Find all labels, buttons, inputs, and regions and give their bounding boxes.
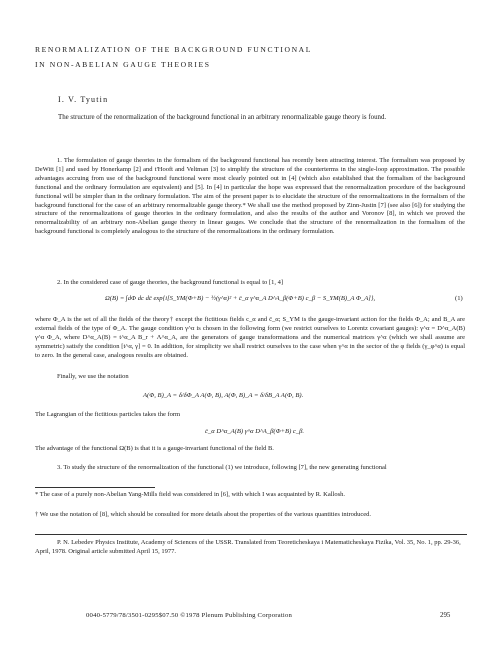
footnote-2: † We use the notation of [8], which should be consulted for more details about the properties of the various quantities introduced. [35, 511, 372, 518]
source-note-rule [35, 534, 467, 535]
paper-title-line-1: RENORMALIZATION OF THE BACKGROUND FUNCTIONAL [35, 45, 312, 54]
lagrangian-intro: The Lagrangian of the fictitious particles takes the form [35, 411, 181, 418]
equation-1-number: (1) [455, 295, 463, 302]
page-number: 295 [440, 612, 451, 619]
equation-1: Ω(B) = ∫dΦ dc dc̄ exp{i[S_YM(Φ+B) − ½(γ^α)² + c̄_α γ^α_A D^A_β(Φ+B) c_β − S_YM(B)_A Φ_A]}, [105, 295, 376, 302]
section-3-intro: 3. To study the structure of the renormalization of the functional (1) we introduce, following [7], the new generating functional [57, 464, 387, 471]
author-name: I. V. Tyutin [58, 95, 109, 104]
equation-2: A(Φ, B)_A = δ/δΦ_A A(Φ, B), A(Φ, B)_A = δ/δB_A A(Φ, B). [143, 392, 304, 399]
notation-intro: Finally, we use the notation [57, 373, 129, 380]
footnote-1: * The case of a purely non-Abelian Yang-Mills field was considered in [6], with which I was acquainted by R. Kallosh. [35, 491, 346, 498]
section-1-paragraph: 1. The formulation of gauge theories in the formalism of the background functional has recently been attracting interest. The formalism was proposed by DeWitt [1] and used by Honerkamp [2] and t'Hooft and Veltman [3] to simplify the structure of the counterterms in the single-loop approximation. The possible advantages accruing from use of the background functional were most clearly pointed out in [4] (which also established that the formalism of the background functional and the ordinary formulation are equivalent) and [5]. In [4] in particular the hope was expressed that the renormalization procedure of the background functional will be simpler than in the ordinary formulation. The aim of the present paper is to elucidate the structure of the renormalizations in the formalism of the background functional for the case of an arbitrary renormalizable gauge theory.* We shall use the method proposed by Zinn-Justin [7] (see also [6]) for studying the structure of the renormalizations of gauge theories in the ordinary formulation, and also the results of the author and Voronov [8], in which we proved the renormalizability of an arbitrary non-Abelian gauge theory in linear gauges. We conclude that the structure of the renormalization in the formalism of the background functional is completely analogous to the structure of the renormalizations in the ordinary formulation. [35, 157, 465, 236]
footnote-rule [35, 487, 155, 488]
source-note: P. N. Lebedev Physics Institute, Academy of Sciences of the USSR. Translated from Teoreticheskaya i Matematicheskaya Fizika, Vol. 35, No. 1, pp. 29-36, April, 1978. Original article submitted April 15, 1977. [35, 539, 461, 555]
section-2-body: where Φ_A is the set of all the fields of the theory† except the fictitious fields c_α and c̄_α; S_YM is the gauge-invariant action for the fields Φ_A; and B_A are external fields of the type of Φ_A. The gauge condition γ^α is chosen in the following form (we restrict ourselves to Lorentz covariant gauges): γ^α = D^α_A(B) γ^α Φ_A, where D^α_A(B) = t^α_A B_r + Λ^α_A, are the generators of gauge transformations and the numerical matrices γ^α (which we shall assume are symmetric) satisfy the condition [t^α, γ] = 0. In addition, for simplicity we shall restrict ourselves to the case when γ^α in the sector of the φ fields (γ_φ^α) is equal to zero. In the general case, analogous results are obtained. [35, 316, 465, 359]
equation-3: c̄_α D^α_A(B) γ^α D^A_β(Φ+B) c_β. [205, 428, 305, 435]
copyright-line: 0040-5779/78/3501-0295$07.50 ©1978 Plenum Publishing Corporation [86, 612, 293, 619]
paper-title-line-2: IN NON-ABELIAN GAUGE THEORIES [35, 60, 211, 69]
abstract: The structure of the renormalization of the background functional in an arbitrary renormalizable gauge theory is found. [58, 114, 387, 121]
section-2-intro: 2. In the considered case of gauge theories, the background functional is equal to [1, 4] [57, 279, 283, 286]
advantage-sentence: The advantage of the functional Ω(B) is that it is a gauge-invariant functional of the field B. [35, 445, 274, 452]
